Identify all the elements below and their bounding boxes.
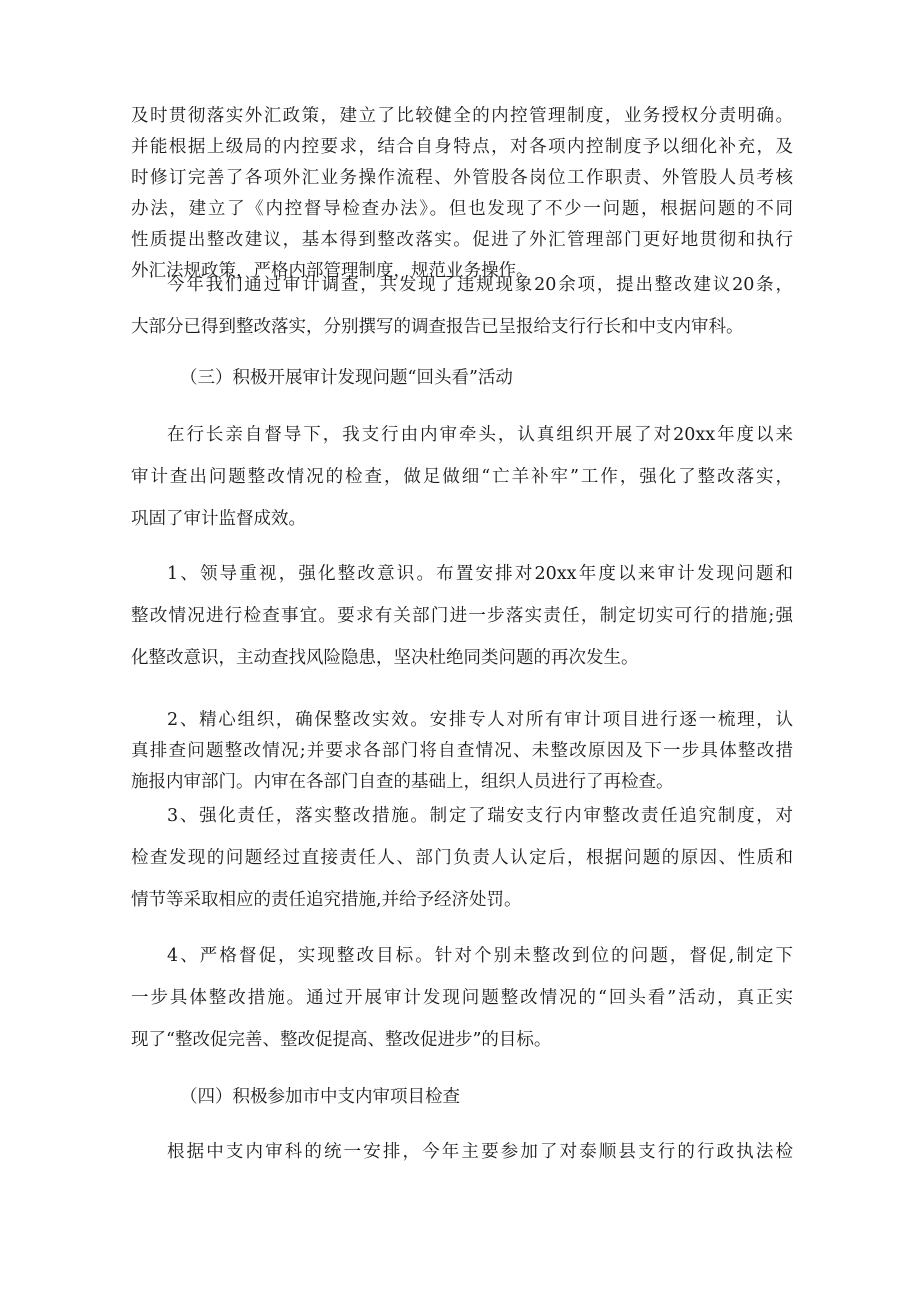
- paragraph-item-2: [131, 705, 793, 798]
- text-line: 审计查出问题整改情况的检查，做足做细“亡羊补牢”工作，强化了整改落实，: [131, 467, 793, 487]
- text-line: 外汇法规政策，严格内部管理制度，规范业务操作。: [131, 261, 534, 281]
- text-line: 巩固了审计监督成效。: [131, 509, 306, 529]
- text-line: 1、领导重视，强化整改意识。布置安排对20xx年度以来审计发现问题和: [167, 564, 793, 584]
- text-line: 整改情况进行检查事宜。要求有关部门进一步落实责任，制定切实可行的措施;强: [131, 606, 793, 626]
- text-line: 大部分已得到整改落实，分别撰写的调查报告已呈报给支行行长和中支内审科。: [131, 317, 744, 337]
- paragraph-item-3: [131, 795, 793, 921]
- paragraph-lookback: [131, 414, 793, 540]
- section-heading-4: （四）积极参加市中支内审项目检查: [180, 1087, 460, 1107]
- paragraph-audit-survey: [131, 264, 793, 348]
- section-heading-3: （三）积极开展审计发现问题“回头看”活动: [180, 368, 513, 388]
- text-line: 检查发现的问题经过直接责任人、部门负责人认定后，根据问题的原因、性质和: [131, 848, 793, 868]
- text-line: 真排查问题整改情况;并要求各部门将自查情况、未整改原因及下一步具体整改措: [131, 741, 793, 761]
- paragraph-branch-inspection: [131, 1137, 793, 1168]
- text-line: 根据中支内审科的统一安排，今年主要参加了对泰顺县支行的行政执法检: [167, 1142, 793, 1162]
- paragraph-item-1: [131, 553, 793, 679]
- text-line: 一步具体整改措施。通过开展审计发现问题整改情况的“回头看”活动，真正实: [131, 988, 793, 1008]
- text-line: 现了“整改促完善、整改促提高、整改促进步”的目标。: [131, 1030, 552, 1050]
- text-line: 时修订完善了各项外汇业务操作流程、外管股各岗位工作职责、外管股人员考核: [131, 168, 793, 188]
- text-line: 今年我们通过审计调查，共发现了违规现象20余项，提出整改建议20条，: [167, 275, 793, 295]
- text-line: 性质提出整改建议，基本得到整改落实。促进了外汇管理部门更好地贯彻和执行: [131, 230, 793, 250]
- paragraph-item-4: [131, 935, 793, 1061]
- text-line: 2、精心组织，确保整改实效。安排专人对所有审计项目进行逐一梳理，认: [167, 710, 793, 730]
- text-line: 施报内审部门。内审在各部门自查的基础上，组织人员进行了再检查。: [131, 772, 674, 792]
- paragraph-internal-control: [131, 101, 793, 287]
- text-line: 及时贯彻落实外汇政策，建立了比较健全的内控管理制度，业务授权分责明确。: [131, 106, 793, 126]
- text-line: 办法，建立了《内控督导检查办法》。但也发现了不少一问题，根据问题的不同: [131, 199, 793, 219]
- text-line: 在行长亲自督导下，我支行由内审牵头，认真组织开展了对20xx年度以来: [167, 425, 793, 445]
- text-line: 4、严格督促，实现整改目标。针对个别未整改到位的问题，督促,制定下: [167, 946, 793, 966]
- text-line: 化整改意识，主动查找风险隐患，坚决杜绝同类问题的再次发生。: [131, 648, 639, 668]
- text-line: 3、强化责任，落实整改措施。制定了瑞安支行内审整改责任追究制度，对: [167, 806, 793, 826]
- text-line: 情节等采取相应的责任追究措施,并给予经济处罚。: [131, 890, 522, 910]
- text-line: 并能根据上级局的内控要求，结合自身特点，对各项内控制度予以细化补充，及: [131, 137, 793, 157]
